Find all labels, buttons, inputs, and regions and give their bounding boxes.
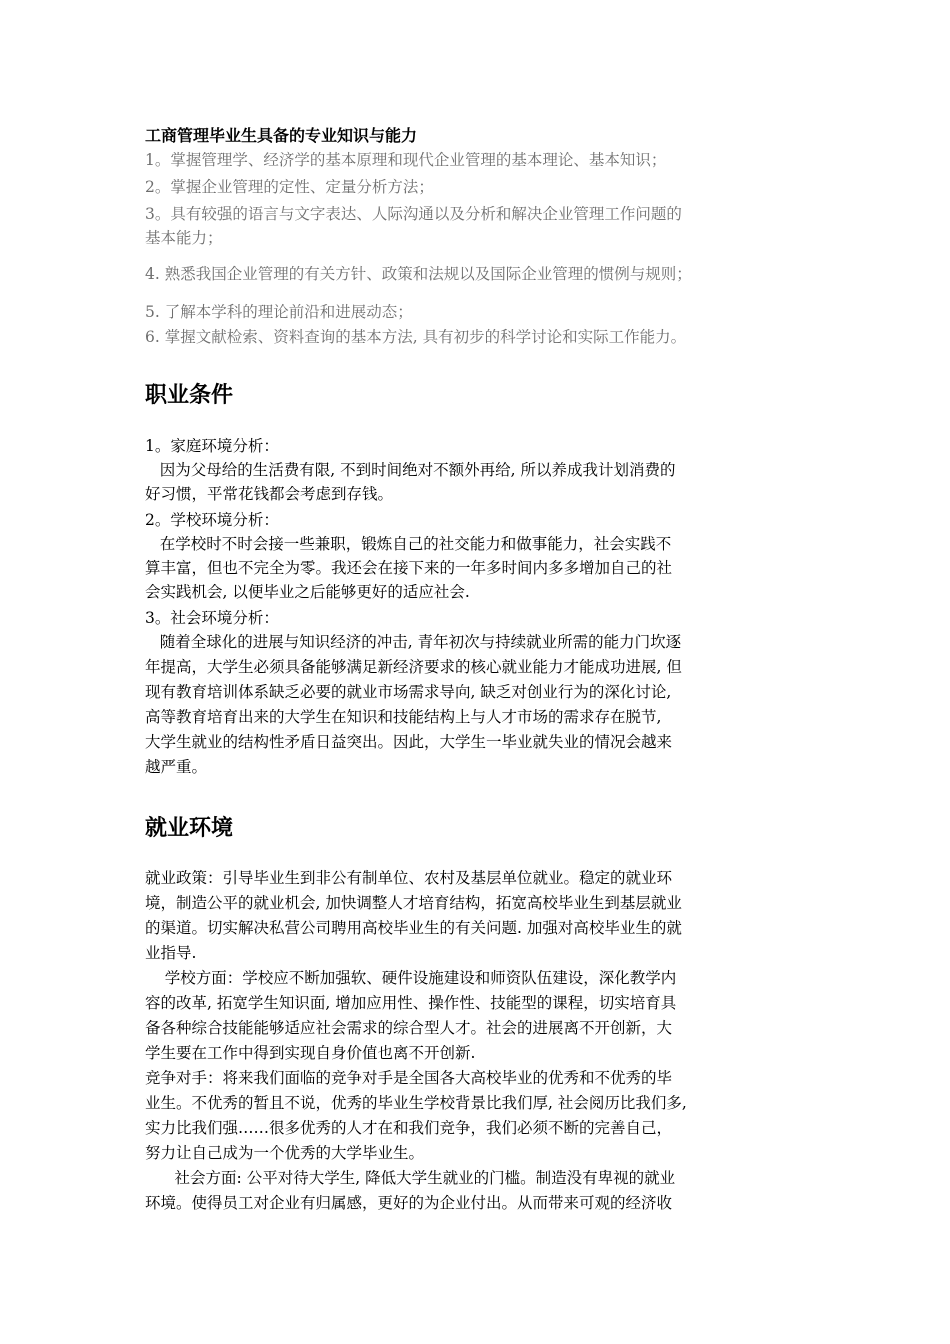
skills-heading: 工商管理毕业生具备的专业知识与能力	[145, 126, 418, 145]
skill-line: 6. 掌握文献检索、资料查询的基本方法, 具有初步的科学讨论和实际工作能力。	[145, 328, 687, 346]
employment-line: 备各种综合技能能够适应社会需求的综合型人才。社会的进展离不开创新，大	[145, 1019, 673, 1037]
employment-line: 业指导.	[145, 944, 197, 962]
employment-line: 竞争对手：将来我们面临的竞争对手是全国各大高校毕业的优秀和不优秀的毕	[145, 1069, 673, 1087]
skill-line: 3。具有较强的语言与文字表达、人际沟通以及分析和解决企业管理工作问题的	[145, 205, 682, 223]
conditions-heading: 职业条件	[145, 382, 234, 408]
employment-line: 实力比我们强……很多优秀的人才在和我们竞争，我们必须不断的完善自己，	[145, 1119, 673, 1137]
employment-line: 学校方面：学校应不断加强软、硬件设施建设和师资队伍建设，深化教学内	[145, 969, 677, 987]
skill-line: 基本能力；	[145, 229, 223, 247]
conditions-line: 2。学校环境分析：	[145, 511, 279, 529]
conditions-line: 会实践机会, 以便毕业之后能够更好的适应社会.	[145, 583, 470, 601]
skill-line: 2。掌握企业管理的定性、定量分析方法；	[145, 178, 434, 196]
conditions-line: 现有教育培训体系缺乏必要的就业市场需求导向, 缺乏对创业行为的深化讨论,	[145, 683, 672, 701]
skill-line: 5. 了解本学科的理论前沿和进展动态；	[145, 303, 413, 321]
employment-line: 社会方面: 公平对待大学生, 降低大学生就业的门槛。制造没有卑视的就业	[145, 1169, 676, 1187]
conditions-line: 随着全球化的进展与知识经济的冲击, 青年初次与持续就业所需的能力门坎逐	[145, 633, 682, 651]
conditions-line: 在学校时不时会接一些兼职，锻炼自己的社交能力和做事能力，社会实践不	[145, 535, 672, 553]
conditions-line: 好习惯，平常花钱都会考虑到存钱。	[145, 485, 394, 503]
employment-line: 努力让自己成为一个优秀的大学毕业生。	[145, 1144, 425, 1162]
conditions-line: 1。家庭环境分析：	[145, 437, 279, 455]
employment-heading: 就业环境	[145, 815, 234, 841]
skill-line: 4. 熟悉我国企业管理的有关方针、政策和法规以及国际企业管理的惯例与规则；	[145, 265, 692, 283]
conditions-line: 大学生就业的结构性矛盾日益突出。因此，大学生一毕业就失业的情况会越来	[145, 733, 673, 751]
employment-line: 容的改革, 拓宽学生知识面, 增加应用性、操作性、技能型的课程，切实培育具	[145, 994, 677, 1012]
conditions-line: 高等教育培育出来的大学生在知识和技能结构上与人才市场的需求存在脱节,	[145, 708, 662, 726]
conditions-line: 越严重。	[145, 758, 208, 776]
employment-line: 业生。不优秀的暂且不说，优秀的毕业生学校背景比我们厚, 社会阅历比我们多,	[145, 1094, 687, 1112]
employment-line: 就业政策：引导毕业生到非公有制单位、农村及基层单位就业。稳定的就业环	[145, 869, 673, 887]
employment-line: 的渠道。切实解决私营公司聘用高校毕业生的有关问题. 加强对高校毕业生的就	[145, 919, 682, 937]
employment-line: 环境。使得员工对企业有归属感，更好的为企业付出。从而带来可观的经济收	[145, 1194, 673, 1212]
employment-line: 境，制造公平的就业机会, 加快调整人才培育结构，拓宽高校毕业生到基层就业	[145, 894, 682, 912]
conditions-line: 算丰富，但也不完全为零。我还会在接下来的一年多时间内多多增加自己的社	[145, 559, 673, 577]
conditions-line: 因为父母给的生活费有限, 不到时间绝对不额外再给, 所以养成我计划消费的	[145, 461, 676, 479]
conditions-line: 年提高，大学生必须具备能够满足新经济要求的核心就业能力才能成功进展, 但	[145, 658, 682, 676]
skill-line: 1。掌握管理学、经济学的基本原理和现代企业管理的基本理论、基本知识；	[145, 151, 667, 169]
employment-line: 学生要在工作中得到实现自身价值也离不开创新.	[145, 1044, 476, 1062]
conditions-line: 3。社会环境分析：	[145, 609, 279, 627]
